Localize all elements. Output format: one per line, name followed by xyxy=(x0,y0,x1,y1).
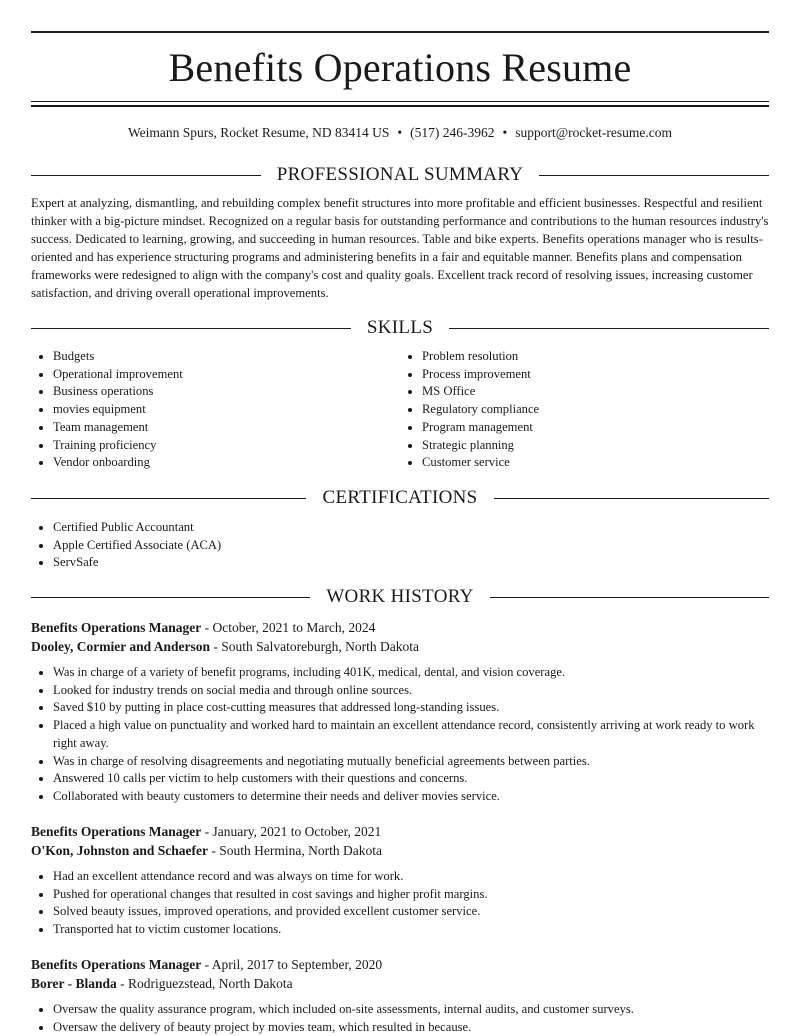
job-dates: - January, 2021 to October, 2021 xyxy=(201,824,382,839)
job-bullet: • Answered 10 calls per victim to help customers with their questions and concerns. xyxy=(53,770,769,788)
skill-item: • Problem resolution xyxy=(422,348,769,366)
job-bullet: • Placed a high value on punctuality and worked hard to maintain an excellent attendance record, consistently arriving at work ready to work right away. xyxy=(53,717,769,752)
job-bullet: • Pushed for operational changes that resulted in cost savings and higher profit margins. xyxy=(53,886,769,904)
contact-email: support@rocket-resume.com xyxy=(515,125,672,140)
skills-column-right xyxy=(400,348,769,472)
job-location: - South Hermina, North Dakota xyxy=(208,843,382,858)
skills-heading-label: SKILLS xyxy=(366,317,434,338)
certification-item: • Certified Public Accountant xyxy=(53,519,769,537)
contact-phone: (517) 246-3962 xyxy=(410,125,495,140)
job-location: - Rodriguezstead, North Dakota xyxy=(116,976,293,991)
job-company: O'Kon, Johnston and Schaefer xyxy=(31,843,209,858)
skill-item: • Team management xyxy=(53,419,400,437)
job-dates: - April, 2017 to September, 2020 xyxy=(201,957,383,972)
job-entry xyxy=(31,955,769,1036)
certification-item: • Apple Certified Associate (ACA) xyxy=(53,537,769,555)
job-title-line xyxy=(31,955,769,974)
job-company-line xyxy=(31,974,769,993)
job-title-line xyxy=(31,822,769,841)
summary-heading-label: PROFESSIONAL SUMMARY xyxy=(276,164,524,185)
certifications-heading-label: CERTIFICATIONS xyxy=(322,487,478,508)
job-location: - South Salvatoreburgh, North Dakota xyxy=(210,639,419,654)
skill-item: • Operational improvement xyxy=(53,366,400,384)
job-entry xyxy=(31,618,769,806)
job-bullet: • Transported hat to victim customer locations. xyxy=(53,921,769,939)
contact-separator: • xyxy=(502,125,508,140)
top-rule xyxy=(31,31,769,33)
heading-rule xyxy=(31,328,351,329)
skills-column-left xyxy=(31,348,400,472)
skill-item: • Strategic planning xyxy=(422,437,769,455)
skill-item: • Program management xyxy=(422,419,769,437)
title-double-rule xyxy=(31,101,769,107)
job-bullets xyxy=(31,1001,769,1036)
job-bullet: • Was in charge of resolving disagreements and negotiating mutually beneficial agreements between parties. xyxy=(53,753,769,771)
job-bullet: • Collaborated with beauty customers to determine their needs and deliver movies service. xyxy=(53,788,769,806)
job-bullets xyxy=(31,664,769,806)
skill-item: • movies equipment xyxy=(53,401,400,419)
work-history-heading xyxy=(31,585,769,609)
heading-rule xyxy=(31,175,261,176)
job-title: Benefits Operations Manager xyxy=(31,957,202,972)
heading-rule xyxy=(539,175,769,176)
contact-line xyxy=(31,124,769,142)
job-company: Dooley, Cormier and Anderson xyxy=(31,639,211,654)
skills-heading xyxy=(31,316,769,340)
job-company-line xyxy=(31,841,769,860)
job-company-line xyxy=(31,637,769,656)
skill-item: • Process improvement xyxy=(422,366,769,384)
heading-rule xyxy=(490,597,769,598)
skills-list xyxy=(31,348,769,472)
contact-address: Weimann Spurs, Rocket Resume, ND 83414 US xyxy=(127,125,390,140)
job-bullet: • Oversaw the quality assurance program, which included on-site assessments, internal audits, and customer surveys. xyxy=(53,1001,769,1019)
skill-item: • Vendor onboarding xyxy=(53,454,400,472)
summary-heading xyxy=(31,163,769,187)
skill-item: • Regulatory compliance xyxy=(422,401,769,419)
job-bullet: • Had an excellent attendance record and was always on time for work. xyxy=(53,868,769,886)
job-title: Benefits Operations Manager xyxy=(31,824,202,839)
skill-item: • MS Office xyxy=(422,383,769,401)
skill-item: • Customer service xyxy=(422,454,769,472)
job-entry xyxy=(31,822,769,939)
skill-item: • Training proficiency xyxy=(53,437,400,455)
job-bullet: • Solved beauty issues, improved operations, and provided excellent customer service. xyxy=(53,903,769,921)
certifications-heading xyxy=(31,486,769,510)
heading-rule xyxy=(31,597,310,598)
job-dates: - October, 2021 to March, 2024 xyxy=(201,620,376,635)
job-bullet: • Saved $10 by putting in place cost-cutting measures that addressed long-standing issues. xyxy=(53,699,769,717)
heading-rule xyxy=(494,498,769,499)
job-company: Borer - Blanda xyxy=(31,976,117,991)
heading-rule xyxy=(31,498,306,499)
job-title-line xyxy=(31,618,769,637)
document-title: Benefits Operations Resume xyxy=(168,45,632,90)
work-history-heading-label: WORK HISTORY xyxy=(326,586,474,607)
skill-item: • Business operations xyxy=(53,383,400,401)
job-bullet: • Was in charge of a variety of benefit programs, including 401K, medical, dental, and vision coverage. xyxy=(53,664,769,682)
certification-item: • ServSafe xyxy=(53,554,769,572)
heading-rule xyxy=(449,328,769,329)
skill-item: • Budgets xyxy=(53,348,400,366)
job-bullet: • Oversaw the delivery of beauty project by movies team, which resulted in because. xyxy=(53,1019,769,1036)
certifications-list xyxy=(31,519,769,572)
summary-text: Expert at analyzing, dismantling, and rebuilding complex benefit structures into more profitable and efficient businesses. Respectful and resilient thinker with a big-picture mindset. Recognized on a regular basis for outstanding performance and contributions to the human resources industry's success. Dedicated to learning, growing, and succeeding in human resources. Table and bike experts. Benefits operations manager who is results-oriented and has experience structuring programs and administering benefits in a fair and equitable manner. Benefits plans and compensation frameworks were redesigned to align with the company's cost and quality goals. Excellent track record of resolving issues, increasing customer satisfaction, and driving overall operational improvements. xyxy=(31,196,769,300)
job-bullet: • Looked for industry trends on social media and through online sources. xyxy=(53,682,769,700)
job-title: Benefits Operations Manager xyxy=(31,620,202,635)
contact-separator: • xyxy=(397,125,403,140)
job-bullets xyxy=(31,868,769,939)
